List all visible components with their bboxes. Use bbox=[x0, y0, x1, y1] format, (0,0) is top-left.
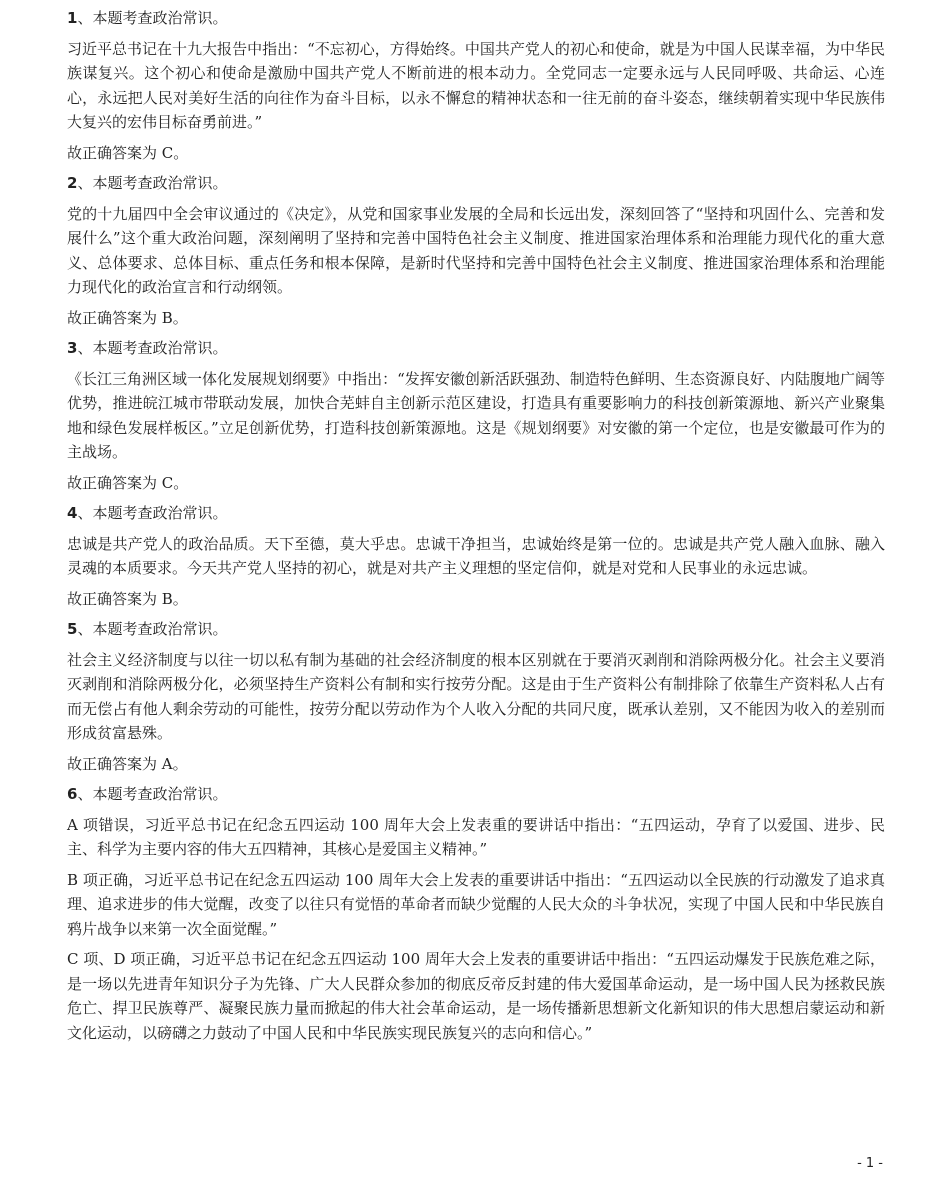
paragraph: 社会主义经济制度与以往一切以私有制为基础的社会经济制度的根本区别就在于要消灭剥削和消除两极分化。社会主义要消灭剥削和消除两极分化，必须坚持生产资料公有制和实行按劳分配。这是由于生产资料公有制排除了依靠生产资料私人占有而无偿占有他人剩余劳动的可能性，按劳分配以劳动作为个人收入分配的共同尺度，既承认差别，又不能因为收入的差别而形成贫富悬殊。 bbox=[67, 650, 885, 742]
section-heading-text: 、本题考查政治常识。 bbox=[77, 174, 228, 192]
answer-line: 故正确答案为 A。 bbox=[67, 754, 188, 773]
answer-line: 故正确答案为 C。 bbox=[67, 473, 189, 492]
section-heading bbox=[67, 501, 885, 526]
section-heading bbox=[67, 336, 885, 361]
section-heading bbox=[67, 617, 885, 642]
section-number: 3 bbox=[67, 339, 78, 357]
answer-line: 故正确答案为 B。 bbox=[67, 589, 188, 608]
option-b-explanation: B 项正确，习近平总书记在纪念五四运动 100 周年大会上发表的重要讲话中指出：“五四运动以全民族的行动激发了追求真理、追求进步的伟大觉醒，改变了以往只有觉悟的革命者而缺少觉醒的人民大众的斗争状况，实现了中国人民和中华民族自鸦片战争以来第一次全面觉醒。” bbox=[67, 870, 885, 938]
section-heading-text: 、本题考查政治常识。 bbox=[77, 339, 228, 357]
option-a-explanation: A 项错误，习近平总书记在纪念五四运动 100 周年大会上发表重的要讲话中指出：“五四运动，孕育了以爱国、进步、民主、科学为主要内容的伟大五四精神，其核心是爱国主义精神。” bbox=[67, 815, 885, 858]
option-cd-explanation: C 项、D 项正确，习近平总书记在纪念五四运动 100 周年大会上发表的重要讲话中指出：“五四运动爆发于民族危难之际，是一场以先进青年知识分子为先锋、广大人民群众参加的彻底反帝反封建的伟大爱国革命运动，是一场中国人民为拯救民族危亡、捍卫民族尊严、凝聚民族力量而掀起的伟大社会革命运动，是一场传播新思想新文化新知识的伟大思想启蒙运动和新文化运动，以磅礴之力鼓动了中国人民和中华民族实现民族复兴的志向和信心。” bbox=[67, 950, 885, 1042]
section-heading-text: 、本题考查政治常识。 bbox=[77, 9, 228, 27]
answer-line: 故正确答案为 C。 bbox=[67, 143, 189, 162]
paragraph: 《长江三角洲区域一体化发展规划纲要》中指出：“发挥安徽创新活跃强劲、制造特色鲜明、生态资源良好、内陆腹地广阔等优势，推进皖江城市带联动发展，加快合芜蚌自主创新示范区建设，打造具有重要影响力的科技创新策源地、新兴产业聚集地和绿色发展样板区。”立足创新优势，打造科技创新策源地。这是《规划纲要》对安徽的第一个定位，也是安徽最可作为的主战场。 bbox=[67, 369, 885, 461]
section-heading bbox=[67, 782, 885, 807]
section-number: 5 bbox=[67, 620, 78, 638]
paragraph: 习近平总书记在十九大报告中指出：“不忘初心，方得始终。中国共产党人的初心和使命，就是为中国人民谋幸福，为中华民族谋复兴。这个初心和使命是激励中国共产党人不断前进的根本动力。全党同志一定要永远与人民同呼吸、共命运、心连心，永远把人民对美好生活的向往作为奋斗目标，以永不懈怠的精神状态和一往无前的奋斗姿态，继续朝着实现中华民族伟大复兴的宏伟目标奋勇前进。” bbox=[67, 39, 885, 131]
section-number: 6 bbox=[67, 785, 78, 803]
section-number: 2 bbox=[67, 174, 78, 192]
section-number: 1 bbox=[67, 9, 78, 27]
section-heading bbox=[67, 6, 885, 31]
section-heading-text: 、本题考查政治常识。 bbox=[77, 620, 228, 638]
paragraph: 党的十九届四中全会审议通过的《决定》，从党和国家事业发展的全局和长远出发，深刻回答了“坚持和巩固什么、完善和发展什么”这个重大政治问题，深刻阐明了坚持和完善中国特色社会主义制度、推进国家治理体系和治理能力现代化的重大意义、总体要求、总体目标、重点任务和根本保障，是新时代坚持和完善中国特色社会主义制度、推进国家治理体系和治理能力现代化的政治宣言和行动纲领。 bbox=[67, 204, 885, 296]
section-heading-text: 、本题考查政治常识。 bbox=[77, 504, 228, 522]
answer-line: 故正确答案为 B。 bbox=[67, 308, 188, 327]
answer-explanations bbox=[67, 6, 885, 1051]
page-number: - 1 - bbox=[857, 1156, 883, 1171]
section-number: 4 bbox=[67, 504, 78, 522]
paragraph: 忠诚是共产党人的政治品质。天下至德，莫大乎忠。忠诚干净担当，忠诚始终是第一位的。忠诚是共产党人融入血脉、融入灵魂的本质要求。今天共产党人坚持的初心，就是对共产主义理想的坚定信仰，就是对党和人民事业的永远忠诚。 bbox=[67, 534, 885, 577]
section-heading-text: 、本题考查政治常识。 bbox=[77, 785, 228, 803]
section-heading bbox=[67, 171, 885, 196]
